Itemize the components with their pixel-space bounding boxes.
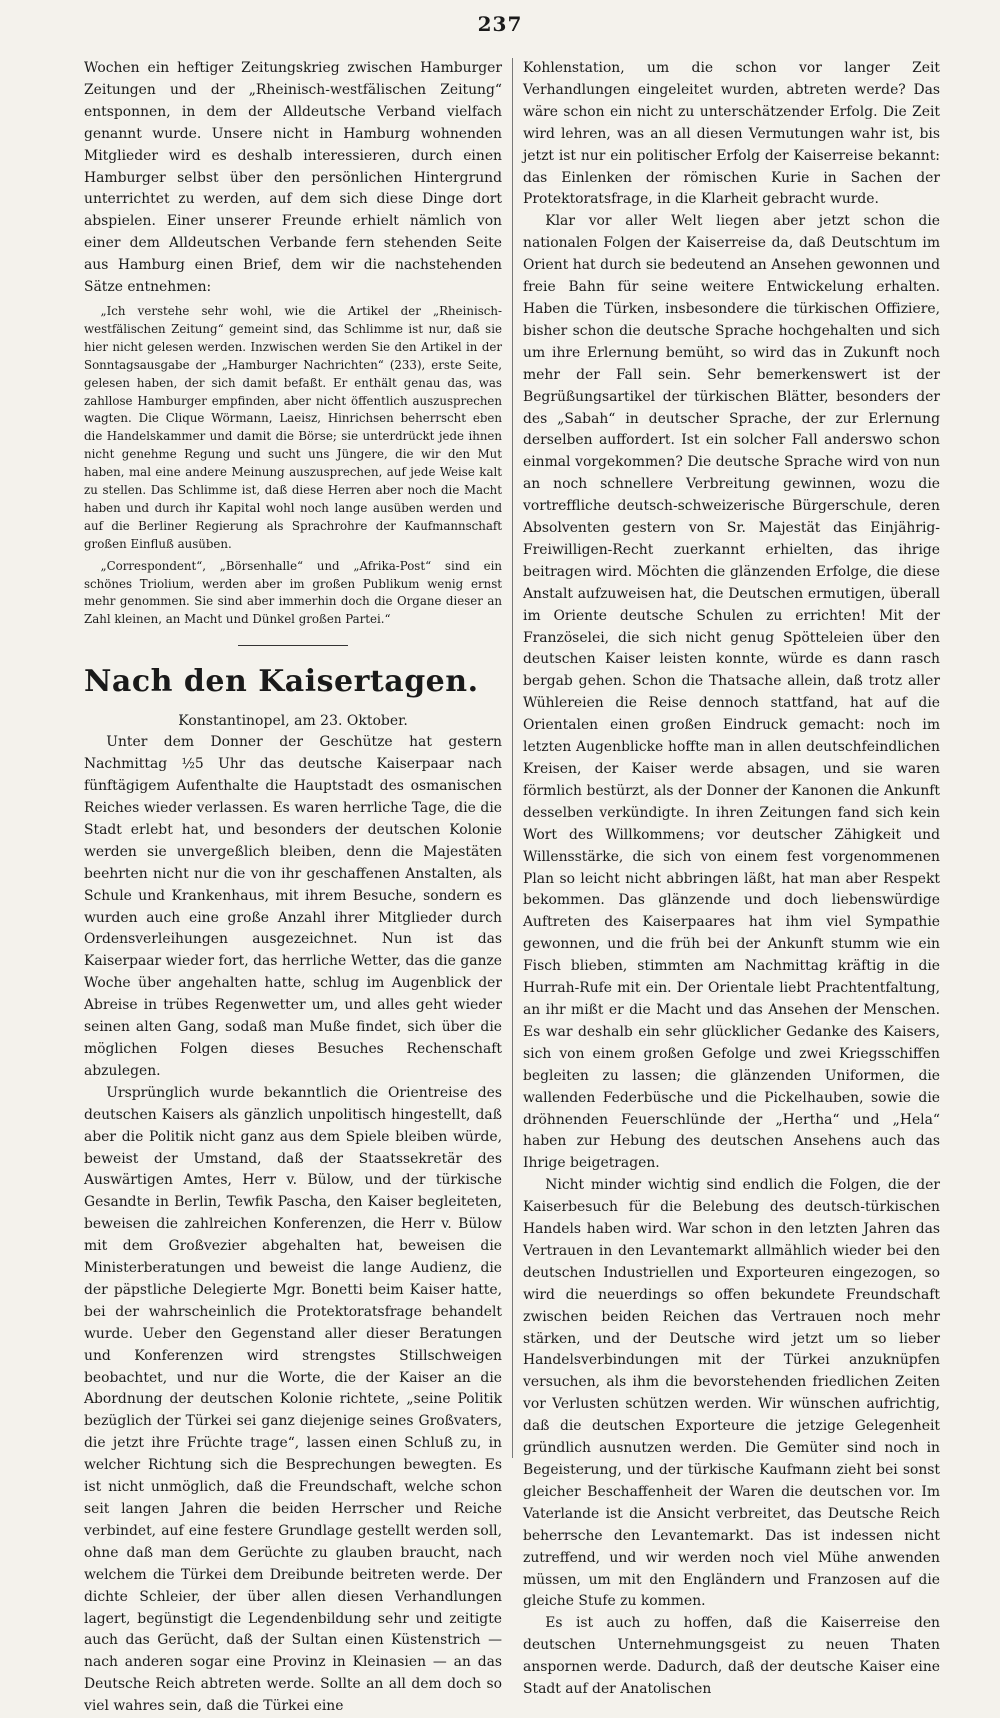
quoted-letter-part-1: „Ich verstehe sehr wohl, wie die Artikel der „Rheinisch-westfälischen Zeitung“ gemeint sind, das Schlimme ist nur, daß sie hier nicht gelesen werden. Inzwischen werden Sie den Artikel in der Sonntagsausgabe der „Hamburger Nachrichten“ (233), erste Seite, gelesen haben, der sich damit befaßt. Er enthält genau das, was zahllose Hamburger empfinden, aber nicht öffentlich auszusprechen wagten. Die Clique Wörmann, Laeisz, Hinrichsen beherrscht eben die Handelskammer und damit die Börse; sie unterdrückt jede ihnen nicht genehme Regung und sucht uns Jüngere, die wir den Mut haben, mal eine andere Meinung auszusprechen, auf jede Weise kalt zu stellen. Das Schlimme ist, daß diese Herren aber noch die Macht haben und durch ihr Kapital wohl noch lange ausüben werden und auf die Berliner Regierung als Sprachrohre der Kaufmannschaft großen Einfluß ausüben.: [84, 303, 502, 551]
right-column: [512, 58, 940, 1698]
left-column: [84, 58, 512, 1715]
article-heading: Nach den Kaisertagen.: [84, 664, 479, 700]
right-paragraph-2: Klar vor aller Welt liegen aber jetzt schon die nationalen Folgen der Kaiserreise da, daß Deutschtum im Orient hat durch sie bedeutend an Ansehen gewonnen und freie Bahn für seine weitere Entwickelung erhalten. Haben die Türken, insbesondere die türkischen Offiziere, bisher schon die deutsche Sprache hochgehalten und sich um ihre Erlernung bemüht, so wird das in Zukunft noch mehr der Fall sein. Sehr bemerkenswert ist der Begrüßungsartikel der türkischen Blätter, besonders der des „Sabah“ in deutscher Sprache, der zur Erlernung derselben auffordert. Ist ein solcher Fall anderswo schon einmal vorgekommen? Die deutsche Sprache wird von nun an noch schnellere Verbreitung gewinnen, wozu die vortreffliche deutsch-schweizerische Bürgerschule, deren Absolventen gestern von Sr. Majestät das Einjährig-Freiwilligen-Recht zuerkannt erhielten, das ihrige beitragen wird. Möchten die glänzenden Erfolge, die diese Anstalt aufzuweisen hat, die Deutschen ermutigen, überall im Oriente deutsche Schulen zu errichten! Mit der Französelei, die sich nicht genug Spötteleien über den deutschen Kaiser leisten konnte, würde es dann rasch bergab gehen. Schon die Thatsache allein, daß trotz aller Wühlereien die Reise dennoch stattfand, hat auf die Orientalen einen großen Eindruck gemacht: noch im letzten Augenblicke hoffte man in allen deutschfeindlichen Kreisen, der Kaiser werde absagen, und sie waren förmlich bestürzt, als der Donner der Kanonen die Ankunft desselben verkündigte. In ihren Zeitungen fand sich kein Wort des Willkommens; vor deutscher Zähigkeit und Willensstärke, die sich von einem fest vorgenommenen Plan so leicht nicht abbringen läßt, hat man aber Respekt bekommen. Das glänzende und doch liebenswürdige Auftreten des Kaiserpaares hat ihm viel Sympathie gewonnen, und die früh bei der Ankunft stumm wie ein Fisch blieben, stimmten am Nachmittag kräftig in die Hurrah-Rufe mit ein. Der Orientale liebt Prachtentfaltung, an ihr mißt er die Macht und das Ansehen der Menschen. Es war deshalb ein sehr glücklicher Gedanke des Kaisers, sich von einem großen Gefolge und zwei Kriegsschiffen begleiten zu lassen; die glänzenden Uniformen, die wallenden Federbüsche und die Pickelhauben, sowie die dröhnenden Feuerschlünde der „Hertha“ und „Hela“ haben zur Hebung des deutschen Ansehens auch das Ihrige beigetragen.: [523, 213, 940, 1172]
article-columns: [84, 58, 956, 1715]
left-paragraph-2: Unter dem Donner der Geschütze hat gestern Nachmittag ½5 Uhr das deutsche Kaiserpaar nach fünftägigem Aufenthalte die Hauptstadt des osmanischen Reiches wieder verlassen. Es waren herrliche Tage, die die Stadt erlebt hat, und besonders der deutschen Kolonie werden sie unvergeßlich bleiben, denn die Majestäten beehrten nicht nur die von ihr geschaffenen Anstalten, als Schule und Krankenhaus, mit ihrem Besuche, sondern es wurden auch eine große Anzahl ihrer Mitglieder durch Ordensverleihungen ausgezeichnet. Nun ist das Kaiserpaar wieder fort, das herrliche Wetter, das die ganze Woche über angehalten hatte, schlug im Augenblick der Abreise in trübes Regenwetter um, und alles geht wieder seinen alten Gang, sodaß man Muße findet, sich über die möglichen Folgen dieses Besuches Rechenschaft abzulegen.: [84, 734, 502, 1079]
left-paragraph-3: Ursprünglich wurde bekanntlich die Orientreise des deutschen Kaisers als gänzlich unpolitisch hingestellt, daß aber die Politik nicht ganz aus dem Spiele bleiben würde, beweist der Umstand, daß der Staatssekretär des Auswärtigen Amtes, Herr v. Bülow, und der türkische Gesandte in Berlin, Tewfik Pascha, den Kaiser begleiteten, beweisen die zahlreichen Konferenzen, die Herr v. Bülow mit dem Großvezier abgehalten hat, beweisen die Ministerberatungen und beweist die lange Audienz, die der päpstliche Delegierte Mgr. Bonetti beim Kaiser hatte, bei der wahrscheinlich die Protektoratsfrage behandelt wurde. Ueber den Gegenstand aller dieser Beratungen und Konferenzen wird strengstes Stillschweigen beobachtet, und nur die Worte, die der Kaiser an die Abordnung der deutschen Kolonie richtete, „seine Politik bezüglich der Türkei sei ganz diejenige seines Großvaters, die jetzt ihre Früchte trage“, lassen einen Schluß zu, in welcher Richtung sich die Besprechungen bewegten. Es ist nicht unmöglich, daß die Freundschaft, welche schon seit langen Jahren die beiden Herrscher und Reiche verbindet, auf eine festere Grundlage gestellt werden soll, ohne daß man dem Gerüchte zu glauben braucht, nach welchem die Türkei dem Dreibunde beitreten werde. Der dichte Schleier, der über allen diesen Verhandlungen lagert, begünstigt die Legendenbildung sehr und zeitigte auch das Gerücht, daß der Sultan einen Küstenstrich — nach anderen sogar eine Provinz in Kleinasien — an das Deutsche Reich abtreten werde. Sollte an all dem doch so viel wahres sein, daß die Türkei eine: [84, 1084, 502, 1715]
left-paragraph-1: Wochen ein heftiger Zeitungskrieg zwischen Hamburger Zeitungen und der „Rheinisch-westfälischen Zeitung“ entsponnen, in dem der Alldeutsche Verband vielfach genannt wurde. Unsere nicht in Hamburg wohnenden Mitglieder wird es deshalb interessieren, durch einen Hamburger selbst über den persönlichen Hintergrund unterrichtet zu werden, auf dem sich diese Dinge dort abspielen. Einer unserer Freunde erhielt nämlich von einer dem Alldeutschen Verbande fern stehenden Seite aus Hamburg einen Brief, dem wir die nachstehenden Sätze entnehmen:: [84, 60, 502, 296]
section-divider: [238, 645, 348, 646]
dateline: Konstantinopel, am 23. Oktober.: [178, 713, 408, 730]
quoted-letter-part-2: „Correspondent“, „Börsenhalle“ und „Afrika-Post“ sind ein schönes Triolium, werden aber im großen Publikum wenig ernst mehr genommen. Sie sind aber immerhin doch die Organe dieser an Zahl kleinen, an Macht und Dünkel großen Partei.“: [84, 558, 502, 627]
right-paragraph-4: Es ist auch zu hoffen, daß die Kaiserreise den deutschen Unternehmungsgeist zu neuen Thaten anspornen werde. Dadurch, daß der deutsche Kaiser eine Stadt auf der Anatolischen: [523, 1615, 940, 1698]
right-paragraph-1: Kohlenstation, um die schon vor langer Zeit Verhandlungen eingeleitet wurden, abtreten werde? Das wäre schon ein nicht zu unterschätzender Erfolg. Die Zeit wird lehren, was an all diesen Vermutungen wahr ist, bis jetzt ist nur ein politischer Erfolg der Kaiserreise bekannt: das Einlenken der römischen Kurie in Sachen der Protektoratsfrage, in die Klarheit gebracht wurde.: [523, 60, 940, 208]
right-paragraph-3: Nicht minder wichtig sind endlich die Folgen, die der Kaiserbesuch für die Belebung des deutsch-türkischen Handels haben wird. War schon in den letzten Jahren das Vertrauen in den Levantemarkt allmählich wieder bei den deutschen Industriellen und Exporteuren eingezogen, so wird die neuerdings so offen bekundete Freundschaft zwischen beiden Reichen das Vertrauen noch mehr stärken, und der Deutsche wird jetzt um so lieber Handelsverbindungen mit der Türkei anzuknüpfen versuchen, als ihm die bevorstehenden friedlichen Zeiten vor Verlusten schützen werden. Wir wünschen aufrichtig, daß die deutschen Exporteure die jetzige Gelegenheit gründlich ausnutzen werden. Die Gemüter sind noch in Begeisterung, und der türkische Kaufmann zieht bei sonst gleicher Beschaffenheit der Waren die deutschen vor. Im Vaterlande ist die Ansicht verbreitet, das Deutsche Reich beherrsche den Levantemarkt. Das ist indessen nicht zutreffend, und wir werden noch viel Mühe anwenden müssen, um mit den Engländern und Franzosen auf die gleiche Stufe zu kommen.: [523, 1177, 940, 1610]
page-number: 237: [477, 12, 523, 36]
